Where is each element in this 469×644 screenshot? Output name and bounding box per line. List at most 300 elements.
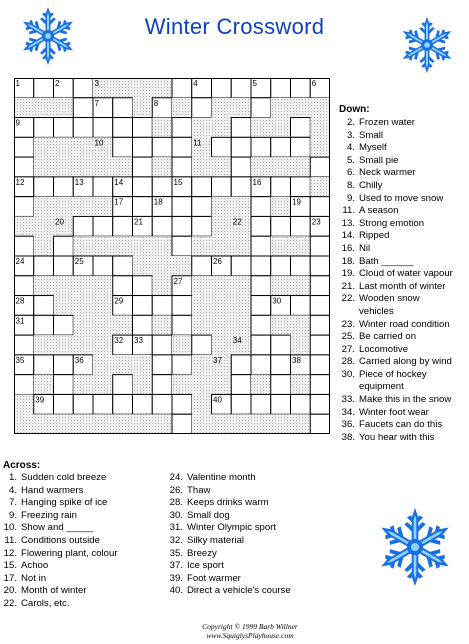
grid-cell[interactable]: [14, 157, 34, 177]
clue-text: Strong emotion: [359, 217, 425, 229]
grid-cell[interactable]: [152, 335, 172, 355]
grid-cell[interactable]: [271, 256, 291, 276]
grid-cell[interactable]: [172, 236, 192, 256]
blocked-cell: [212, 216, 232, 236]
blocked-cell: [93, 236, 113, 256]
grid-cell[interactable]: [152, 375, 172, 395]
grid-cell[interactable]: [152, 137, 172, 157]
grid-cell[interactable]: [231, 394, 251, 414]
clue-text: Direct a vehicle's course: [187, 585, 291, 597]
blocked-cell: [212, 335, 232, 355]
grid-cell[interactable]: [192, 177, 212, 197]
blocked-cell: [172, 98, 192, 118]
blocked-cell: [113, 236, 133, 256]
grid-cell[interactable]: [54, 394, 74, 414]
grid-cell[interactable]: [113, 98, 133, 118]
grid-cell[interactable]: [113, 118, 133, 138]
grid-cell[interactable]: [231, 157, 251, 177]
clue-number: 11.: [342, 205, 355, 217]
blocked-cell: [113, 157, 133, 177]
grid-cell[interactable]: [34, 315, 54, 335]
blocked-cell: [192, 157, 212, 177]
down-clue: [338, 205, 453, 218]
crossword-grid: [14, 78, 330, 434]
grid-cell[interactable]: [54, 118, 74, 138]
grid-cell[interactable]: [34, 78, 54, 98]
grid-cell[interactable]: [54, 355, 74, 375]
blocked-cell: [152, 118, 172, 138]
down-clue: [338, 369, 453, 382]
blocked-cell: [93, 296, 113, 316]
grid-cell[interactable]: [291, 296, 311, 316]
cell-number: 23: [311, 217, 321, 227]
blocked-cell: [54, 157, 74, 177]
clue-number: 33.: [341, 394, 355, 406]
blocked-cell: [212, 157, 232, 177]
across-clue: [0, 585, 118, 598]
down-clue: [338, 356, 453, 369]
grid-cell[interactable]: [113, 256, 133, 276]
grid-cell[interactable]: [192, 335, 212, 355]
across-clue: [166, 535, 291, 548]
blocked-cell: [271, 157, 291, 177]
grid-cell[interactable]: [271, 394, 291, 414]
grid-cell[interactable]: [271, 375, 291, 395]
grid-cell[interactable]: [133, 394, 153, 414]
blocked-cell: [231, 315, 251, 335]
cell-number: 16: [252, 177, 262, 187]
grid-cell[interactable]: [251, 137, 271, 157]
clue-text: A season: [359, 205, 399, 217]
grid-cell[interactable]: [231, 78, 251, 98]
grid-cell[interactable]: [113, 216, 133, 236]
blocked-cell: [212, 118, 232, 138]
grid-cell[interactable]: [152, 177, 172, 197]
blocked-cell: [93, 197, 113, 217]
grid-cell[interactable]: [73, 78, 93, 98]
grid-cell[interactable]: [271, 177, 291, 197]
clue-number: 28.: [341, 356, 355, 368]
grid-cell[interactable]: [310, 197, 330, 217]
clue-number: 16.: [341, 242, 355, 254]
cell-number: 32: [114, 336, 124, 346]
grid-cell[interactable]: [291, 216, 311, 236]
grid-cell[interactable]: [251, 236, 271, 256]
blocked-cell: [231, 276, 251, 296]
blocked-cell: [34, 197, 54, 217]
across-clue: [0, 535, 118, 548]
clue-text: Wooden snow: [359, 293, 420, 305]
grid-cell[interactable]: [192, 197, 212, 217]
blocked-cell: [93, 335, 113, 355]
grid-cell[interactable]: [231, 118, 251, 138]
grid-cell[interactable]: [93, 256, 113, 276]
grid-cell[interactable]: [93, 177, 113, 197]
clue-text: Be carried on: [359, 331, 417, 343]
blocked-cell: [14, 414, 34, 434]
blocked-cell: [192, 315, 212, 335]
clue-number: 30.: [341, 368, 355, 380]
grid-cell[interactable]: [310, 394, 330, 414]
blocked-cell: [172, 375, 192, 395]
snowflake-icon: [396, 14, 458, 76]
grid-cell[interactable]: [251, 335, 271, 355]
blocked-cell: [231, 98, 251, 118]
grid-cell[interactable]: [291, 137, 311, 157]
blocked-cell: [291, 414, 311, 434]
grid-cell[interactable]: [93, 118, 113, 138]
across-clue: [166, 472, 291, 485]
clue-text: Winter road condition: [359, 318, 450, 330]
cell-number: 31: [15, 316, 25, 326]
cell-number: 36: [74, 355, 84, 365]
grid-cell[interactable]: [271, 355, 291, 375]
blocked-cell: [73, 157, 93, 177]
blocked-cell: [192, 276, 212, 296]
grid-cell[interactable]: [152, 296, 172, 316]
blocked-cell: [212, 197, 232, 217]
clue-text: Breezy: [187, 547, 217, 559]
grid-cell[interactable]: [34, 355, 54, 375]
blocked-cell: [133, 236, 153, 256]
grid-cell[interactable]: [192, 98, 212, 118]
grid-cell[interactable]: [172, 315, 192, 335]
snowflake-icon: [16, 4, 80, 68]
blocked-cell: [152, 256, 172, 276]
blocked-cell: [271, 98, 291, 118]
grid-cell[interactable]: [152, 394, 172, 414]
grid-cell[interactable]: [310, 375, 330, 395]
clue-text: Myself: [359, 142, 387, 154]
grid-cell[interactable]: [271, 137, 291, 157]
copyright-line: Copyright © 1999 Barb Willner: [202, 622, 298, 631]
cell-number: 9: [15, 118, 20, 128]
blocked-cell: [113, 355, 133, 375]
grid-cell[interactable]: [310, 256, 330, 276]
blocked-cell: [93, 315, 113, 335]
grid-cell[interactable]: [172, 394, 192, 414]
blocked-cell: [212, 276, 232, 296]
clue-number: 36.: [341, 419, 355, 431]
clue-number: 3.: [346, 129, 355, 141]
grid-cell[interactable]: [291, 118, 311, 138]
clue-text: You hear with this: [359, 431, 435, 443]
grid-cell[interactable]: [310, 236, 330, 256]
clue-text: Faucets can do this: [359, 419, 443, 431]
clue-number: 20.: [3, 585, 17, 597]
grid-cell[interactable]: [231, 375, 251, 395]
clue-text: Sudden cold breeze: [21, 472, 107, 483]
grid-cell[interactable]: [291, 256, 311, 276]
blocked-cell: [54, 335, 74, 355]
grid-cell[interactable]: [192, 256, 212, 276]
clue-number: 24.: [169, 472, 183, 483]
grid-cell[interactable]: [93, 216, 113, 236]
grid-cell[interactable]: [310, 157, 330, 177]
clue-text: Neck warmer: [359, 167, 416, 179]
across-clue: [0, 573, 118, 586]
grid-cell[interactable]: [54, 375, 74, 395]
blocked-cell: [34, 414, 54, 434]
clue-number: 27.: [341, 343, 355, 355]
blocked-cell: [152, 414, 172, 434]
blocked-cell: [212, 98, 232, 118]
clue-number: 11.: [4, 534, 17, 546]
grid-cell[interactable]: [133, 137, 153, 157]
grid-cell[interactable]: [192, 216, 212, 236]
blocked-cell: [54, 98, 74, 118]
blocked-cell: [231, 236, 251, 256]
cell-number: 14: [114, 177, 124, 187]
clue-text: Used to move snow: [359, 192, 444, 204]
blocked-cell: [310, 118, 330, 138]
cell-number: 26: [213, 257, 222, 266]
grid-cell[interactable]: [172, 355, 192, 375]
grid-cell[interactable]: [14, 335, 34, 355]
grid-cell[interactable]: [54, 256, 74, 276]
blocked-cell: [310, 98, 330, 118]
blocked-cell: [73, 375, 93, 395]
clue-number: 39.: [169, 572, 183, 584]
grid-cell[interactable]: [231, 355, 251, 375]
grid-cell[interactable]: [172, 78, 192, 98]
grid-cell[interactable]: [34, 177, 54, 197]
grid-cell[interactable]: [113, 276, 133, 296]
grid-cell[interactable]: [172, 197, 192, 217]
clue-text: Month of winter: [21, 585, 87, 597]
blocked-cell: [34, 157, 54, 177]
grid-cell[interactable]: [172, 137, 192, 157]
clue-number: 34.: [341, 406, 355, 418]
cell-number: 35: [15, 355, 25, 365]
clue-text: Locomotive: [359, 343, 409, 355]
clue-number: 10.: [3, 522, 17, 534]
clue-number: 1.: [8, 472, 17, 483]
grid-cell[interactable]: [34, 296, 54, 316]
clue-number: 4.: [8, 484, 17, 496]
clue-text: Silky material: [187, 534, 245, 546]
cell-number: 24: [15, 257, 25, 266]
grid-cell[interactable]: [54, 177, 74, 197]
blocked-cell: [14, 216, 34, 236]
grid-cell[interactable]: [251, 355, 271, 375]
grid-cell[interactable]: [172, 157, 192, 177]
grid-cell[interactable]: [310, 335, 330, 355]
across-clue: [0, 522, 118, 535]
grid-cell[interactable]: [231, 256, 251, 276]
grid-cell[interactable]: [172, 414, 192, 434]
clue-text: Ice sport: [187, 560, 224, 572]
clue-number: 8.: [346, 179, 355, 191]
across-clue: [0, 497, 118, 510]
clue-text: Hanging spike of ice: [21, 497, 108, 509]
down-clue: [338, 142, 453, 155]
cell-number: 8: [153, 98, 159, 108]
clue-number: 38.: [341, 431, 355, 443]
across-clue: [166, 485, 291, 498]
across-clue: [166, 560, 291, 573]
down-clue: [338, 130, 453, 143]
grid-cell[interactable]: [133, 157, 153, 177]
clue-number: 7.: [8, 497, 17, 509]
grid-cell[interactable]: [54, 315, 74, 335]
grid-cell[interactable]: [113, 375, 133, 395]
across-clue: [0, 560, 118, 573]
grid-cell[interactable]: [231, 177, 251, 197]
grid-cell[interactable]: [152, 355, 172, 375]
grid-cell[interactable]: [133, 177, 153, 197]
across-clue: [166, 548, 291, 561]
blocked-cell: [93, 414, 113, 434]
blocked-cell: [152, 315, 172, 335]
clue-number: 35.: [169, 547, 183, 559]
grid-cell[interactable]: [310, 315, 330, 335]
cell-number: 12: [15, 177, 25, 187]
grid-cell[interactable]: [251, 256, 271, 276]
blocked-cell: [212, 315, 232, 335]
clue-text: Small: [359, 129, 383, 141]
blocked-cell: [93, 375, 113, 395]
down-clue: [338, 306, 453, 319]
grid-cell[interactable]: [14, 276, 34, 296]
cell-number: 2: [55, 79, 60, 88]
grid-cell[interactable]: [251, 216, 271, 236]
clue-text: Ripped: [359, 230, 390, 242]
grid-cell[interactable]: [271, 216, 291, 236]
grid-cell[interactable]: [251, 394, 271, 414]
grid-cell[interactable]: [251, 315, 271, 335]
clue-number: 4.: [346, 142, 355, 154]
cell-number: 11: [193, 138, 202, 148]
grid-cell[interactable]: [14, 137, 34, 157]
clue-text: Keeps drinks warm: [187, 497, 269, 509]
grid-cell[interactable]: [231, 137, 251, 157]
grid-cell[interactable]: [14, 197, 34, 217]
grid-cell[interactable]: [133, 315, 153, 335]
blocked-cell: [291, 276, 311, 296]
down-clue: [338, 180, 453, 193]
grid-cell[interactable]: [113, 394, 133, 414]
cell-number: 19: [292, 197, 301, 207]
grid-cell[interactable]: [14, 375, 34, 395]
clue-number: 40.: [169, 585, 183, 597]
grid-cell[interactable]: [212, 177, 232, 197]
grid-cell[interactable]: [212, 137, 232, 157]
blocked-cell: [152, 276, 172, 296]
clue-number: 9.: [346, 192, 355, 204]
across-heading: Across:: [3, 460, 41, 471]
grid-cell[interactable]: [34, 256, 54, 276]
clue-text: Foot warmer: [187, 572, 241, 584]
blocked-cell: [152, 157, 172, 177]
grid-cell[interactable]: [133, 197, 153, 217]
grid-cell[interactable]: [93, 394, 113, 414]
grid-cell[interactable]: [34, 118, 54, 138]
blocked-cell: [113, 315, 133, 335]
cell-number: 29: [114, 296, 124, 306]
blocked-cell: [113, 78, 133, 98]
blocked-cell: [192, 355, 212, 375]
grid-cell[interactable]: [310, 355, 330, 375]
grid-cell[interactable]: [14, 236, 34, 256]
clue-text: Nil: [359, 242, 371, 254]
grid-cell[interactable]: [73, 118, 93, 138]
across-clues-right: [166, 472, 291, 598]
cell-number: 20: [55, 217, 64, 227]
grid-cell[interactable]: [172, 296, 192, 316]
clue-text: Not in: [21, 572, 47, 584]
clue-number: 2.: [346, 117, 355, 128]
grid-cell[interactable]: [133, 276, 153, 296]
grid-cell[interactable]: [133, 296, 153, 316]
clue-text: Conditions outside: [21, 534, 100, 546]
grid-cell[interactable]: [152, 216, 172, 236]
cell-number: 21: [134, 217, 143, 227]
page-title: Winter Crossword: [144, 14, 325, 39]
grid-cell[interactable]: [291, 394, 311, 414]
blocked-cell: [34, 137, 54, 157]
blocked-cell: [251, 118, 271, 138]
grid-cell[interactable]: [73, 98, 93, 118]
blocked-cell: [212, 414, 232, 434]
blocked-cell: [172, 256, 192, 276]
grid-cell[interactable]: [310, 296, 330, 316]
grid-cell[interactable]: [271, 335, 291, 355]
grid-cell[interactable]: [172, 216, 192, 236]
grid-cell[interactable]: [251, 276, 271, 296]
grid-cell[interactable]: [212, 78, 232, 98]
clue-text: Freezing rain: [21, 509, 77, 521]
grid-cell[interactable]: [172, 118, 192, 138]
clue-number: 32.: [169, 534, 183, 546]
blocked-cell: [291, 335, 311, 355]
blocked-cell: [73, 414, 93, 434]
grid-cell[interactable]: [73, 216, 93, 236]
blocked-cell: [133, 78, 153, 98]
grid-cell[interactable]: [251, 197, 271, 217]
grid-cell[interactable]: [113, 137, 133, 157]
grid-cell[interactable]: [251, 98, 271, 118]
clue-text: equipment: [359, 381, 404, 393]
blocked-cell: [192, 118, 212, 138]
blocked-cell: [192, 414, 212, 434]
grid-cell[interactable]: [271, 78, 291, 98]
grid-cell[interactable]: [310, 414, 330, 434]
cell-number: 34: [232, 336, 242, 346]
cell-number: 25: [74, 257, 84, 266]
down-clue: [338, 281, 453, 294]
grid-cell[interactable]: [73, 394, 93, 414]
grid-cell[interactable]: [251, 296, 271, 316]
clue-text: Hand warmers: [21, 484, 84, 496]
grid-cell[interactable]: [310, 276, 330, 296]
across-clues-left: [0, 472, 118, 611]
grid-cell[interactable]: [291, 177, 311, 197]
grid-cell[interactable]: [54, 236, 74, 256]
grid-cell[interactable]: [133, 118, 153, 138]
grid-cell[interactable]: [291, 78, 311, 98]
blocked-cell: [34, 335, 54, 355]
clue-text: Valentine month: [187, 472, 256, 483]
clue-number: 13.: [341, 217, 355, 229]
cell-number: 3: [94, 79, 99, 88]
blocked-cell: [271, 197, 291, 217]
blocked-cell: [291, 157, 311, 177]
blocked-cell: [93, 355, 113, 375]
blocked-cell: [152, 78, 172, 98]
clue-text: Frozen water: [359, 117, 415, 128]
blocked-cell: [271, 414, 291, 434]
